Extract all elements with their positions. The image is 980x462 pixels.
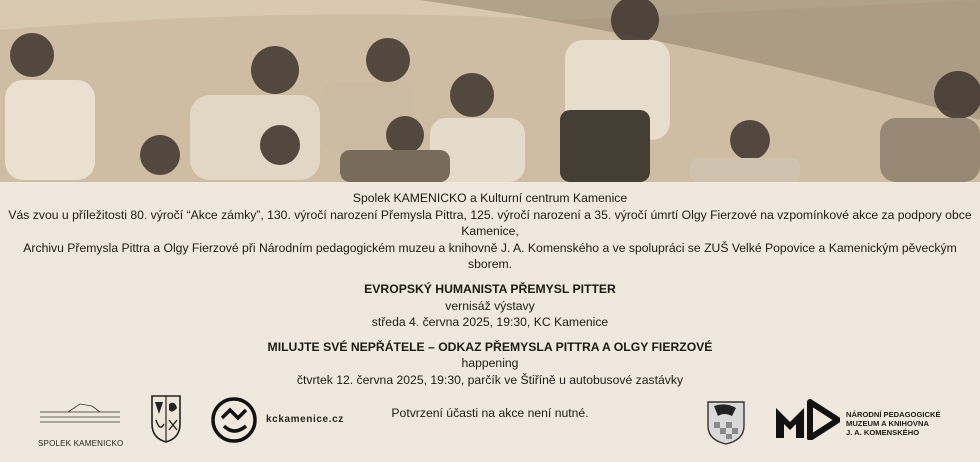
event-2-when: čtvrtek 12. června 2025, 19:30, parčík ve Štiříně u autobusové zastávky (296, 372, 684, 387)
checkered-shield-icon (706, 400, 746, 446)
municipal-coat-of-arms (706, 400, 746, 451)
header-photo (0, 0, 980, 182)
npmk-mark-icon (774, 398, 840, 440)
kamenicko-landscape-icon (38, 398, 122, 428)
kc-label: kckamenice.cz (266, 414, 344, 425)
invitation-line-2: Vás zvou u příležitosti 80. výročí “Akce zámky”, 130. výročí narození Přemysla Pittra, 125. výročí narození a 35. výročí úmrtí Olgy Fierzové na vzpomínkové akce za podpory obce Kamenice, (8, 207, 972, 239)
npmk-logo (774, 398, 964, 448)
event-2-title: MILUJTE SVÉ NEPŘÁTELE – ODKAZ PŘEMYSLA PITTRA A OLGY FIERZOVÉ (267, 339, 713, 354)
npmk-line-2: MUZEUM A KNIHOVNA (846, 419, 929, 428)
npmk-line-1: NÁRODNÍ PEDAGOGICKÉ (846, 410, 941, 419)
event-1-type: vernisáž výstavy (445, 298, 535, 313)
event-1-title: EVROPSKÝ HUMANISTA PŘEMYSL PITTER (364, 281, 616, 296)
kamenicko-label: SPOLEK KAMENICKO (38, 439, 124, 448)
event-1-when: středa 4. června 2025, 19:30, KC Kamenice (371, 315, 609, 330)
kamenicko-logo (38, 398, 128, 458)
event-2-type: happening (461, 356, 519, 371)
boys-photo-icon (0, 0, 980, 182)
logo-strip (0, 390, 980, 462)
kc-face-icon (210, 396, 260, 444)
kamenice-coat-of-arms (150, 394, 182, 449)
participation-note: Potvrzení účasti na akce není nutné. (391, 405, 589, 420)
shield-crest-icon (150, 394, 182, 444)
kc-kamenice-logo (210, 396, 370, 446)
invitation-text (0, 190, 980, 421)
npmk-line-3: J. A. KOMENSKÉHO (846, 428, 920, 437)
invitation-line-3: Archivu Přemysla Pittra a Olgy Fierzové při Národním pedagogickém muzeu a knihovně J. A. Komenského a ve spolupráci se ZUŠ Velké Popovice a Kamenickým pěveckým sborem. (23, 240, 957, 272)
invitation-line-1: Spolek KAMENICKO a Kulturní centrum Kamenice (352, 191, 628, 205)
